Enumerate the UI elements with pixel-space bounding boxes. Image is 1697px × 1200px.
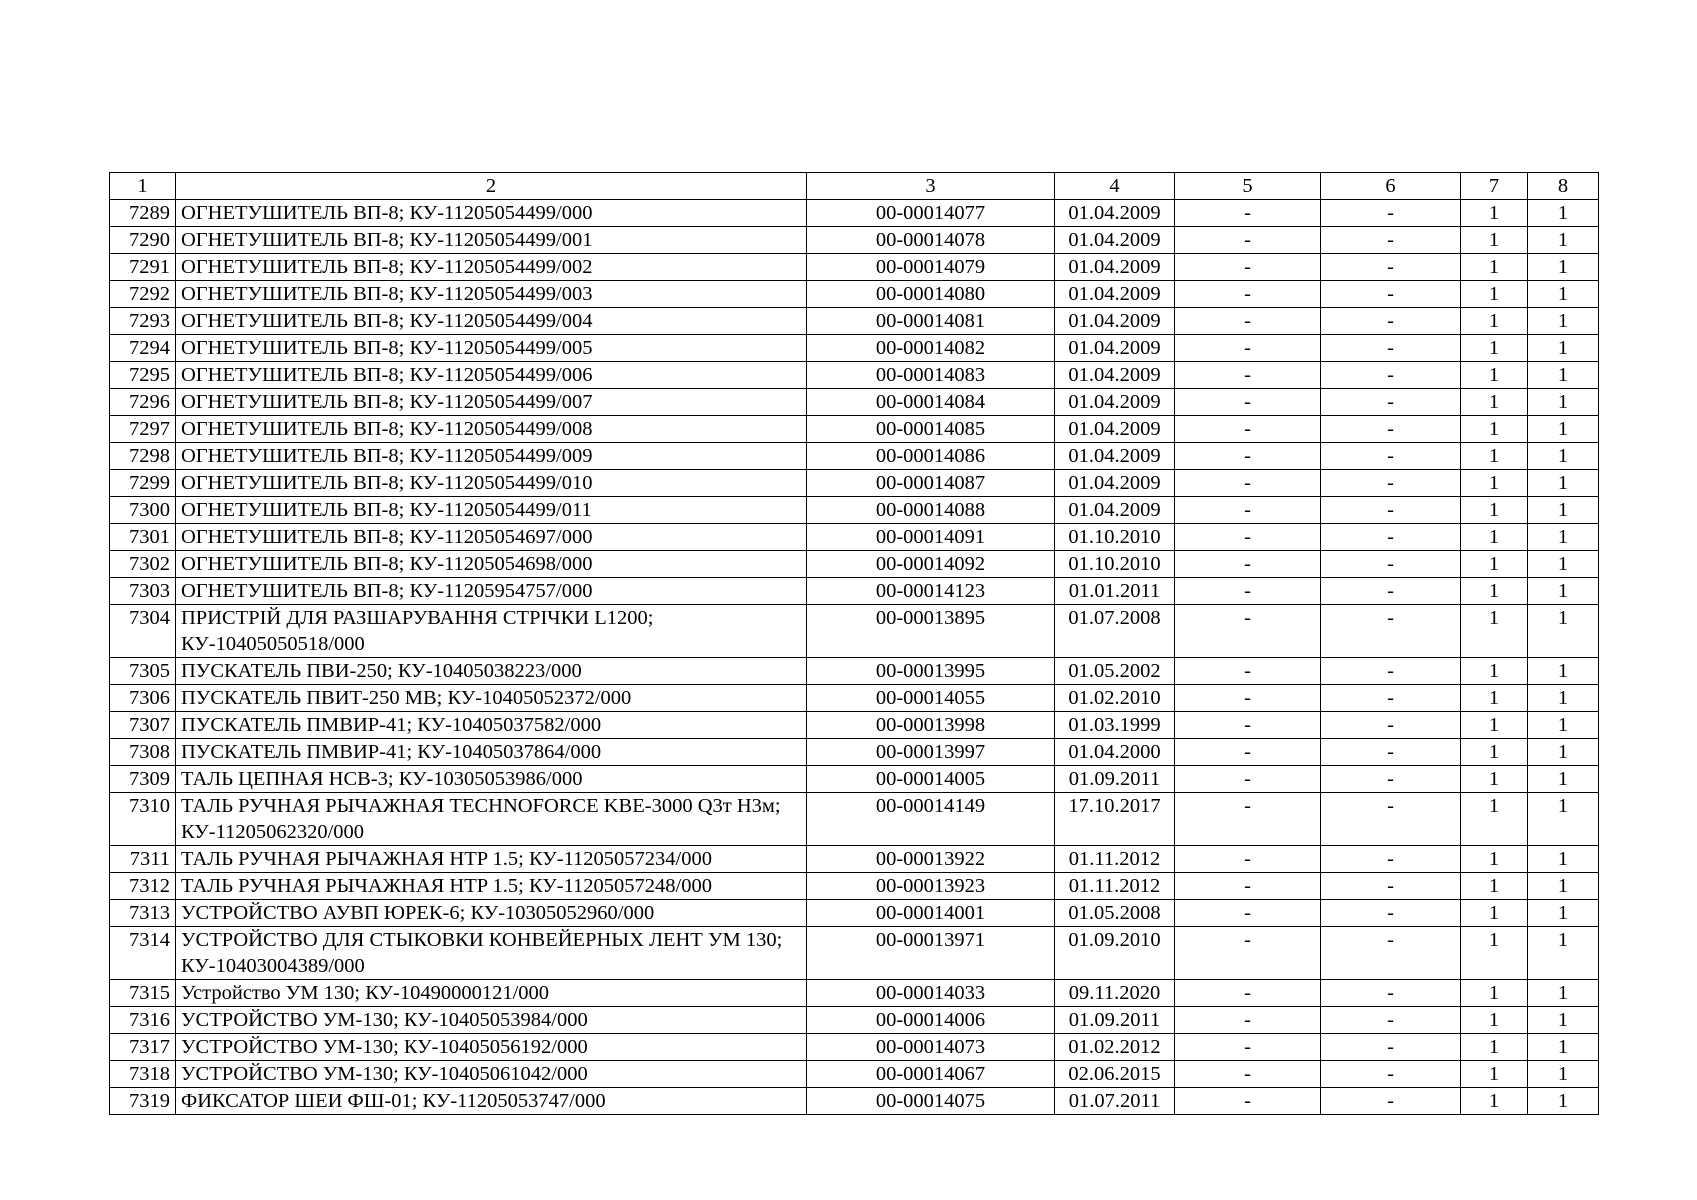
column-5-cell: - xyxy=(1175,524,1321,551)
date-cell: 01.11.2012 xyxy=(1055,846,1175,873)
date-cell: 01.09.2011 xyxy=(1055,766,1175,793)
column-7-cell: 1 xyxy=(1461,846,1528,873)
column-6-cell: - xyxy=(1321,551,1461,578)
table-row xyxy=(110,685,1599,712)
column-8-cell: 1 xyxy=(1528,227,1599,254)
column-6-cell: - xyxy=(1321,497,1461,524)
table-row xyxy=(110,389,1599,416)
column-8-cell: 1 xyxy=(1528,578,1599,605)
inventory-code-cell: 00-00014092 xyxy=(807,551,1055,578)
column-5-cell: - xyxy=(1175,254,1321,281)
column-6-cell: - xyxy=(1321,766,1461,793)
inventory-table-body xyxy=(110,173,1599,1115)
item-name-cell: ОГНЕТУШИТЕЛЬ ВП-8; КУ-11205054499/006 xyxy=(176,362,807,389)
item-name-cell: ОГНЕТУШИТЕЛЬ ВП-8; КУ-11205954757/000 xyxy=(176,578,807,605)
column-6-cell: - xyxy=(1321,1034,1461,1061)
table-row xyxy=(110,712,1599,739)
column-7-cell: 1 xyxy=(1461,900,1528,927)
row-number-cell: 7297 xyxy=(110,416,176,443)
column-5-cell: - xyxy=(1175,927,1321,980)
inventory-code-cell: 00-00014149 xyxy=(807,793,1055,846)
column-8-cell: 1 xyxy=(1528,605,1599,658)
column-6-cell: - xyxy=(1321,443,1461,470)
table-row xyxy=(110,200,1599,227)
date-cell: 09.11.2020 xyxy=(1055,980,1175,1007)
column-5-cell: - xyxy=(1175,846,1321,873)
inventory-code-cell: 00-00014006 xyxy=(807,1007,1055,1034)
column-7-cell: 1 xyxy=(1461,227,1528,254)
column-5-cell: - xyxy=(1175,578,1321,605)
row-number-cell: 7303 xyxy=(110,578,176,605)
column-7-cell: 1 xyxy=(1461,281,1528,308)
column-7-cell: 1 xyxy=(1461,739,1528,766)
column-6-cell: - xyxy=(1321,1007,1461,1034)
column-5-cell: - xyxy=(1175,281,1321,308)
column-8-cell: 1 xyxy=(1528,927,1599,980)
column-8-cell: 1 xyxy=(1528,497,1599,524)
item-name-cell: ОГНЕТУШИТЕЛЬ ВП-8; КУ-11205054499/001 xyxy=(176,227,807,254)
inventory-code-cell: 00-00013997 xyxy=(807,739,1055,766)
column-5-cell: - xyxy=(1175,712,1321,739)
inventory-code-cell: 00-00014088 xyxy=(807,497,1055,524)
column-5-cell: - xyxy=(1175,658,1321,685)
item-name-cell: ТАЛЬ РУЧНАЯ РЫЧАЖНАЯ HTP 1.5; КУ-11205057248/000 xyxy=(176,873,807,900)
item-name-cell: ПРИСТРІЙ ДЛЯ РАЗШАРУВАННЯ СТРІЧКИ L1200; КУ-10405050518/000 xyxy=(176,605,807,658)
column-8-cell: 1 xyxy=(1528,416,1599,443)
column-header-3: 3 xyxy=(807,173,1055,200)
date-cell: 01.09.2011 xyxy=(1055,1007,1175,1034)
row-number-cell: 7305 xyxy=(110,658,176,685)
row-number-cell: 7318 xyxy=(110,1061,176,1088)
table-row xyxy=(110,551,1599,578)
date-cell: 01.04.2009 xyxy=(1055,389,1175,416)
inventory-code-cell: 00-00014077 xyxy=(807,200,1055,227)
column-8-cell: 1 xyxy=(1528,362,1599,389)
column-6-cell: - xyxy=(1321,281,1461,308)
column-6-cell: - xyxy=(1321,712,1461,739)
column-8-cell: 1 xyxy=(1528,846,1599,873)
column-5-cell: - xyxy=(1175,980,1321,1007)
inventory-code-cell: 00-00014087 xyxy=(807,470,1055,497)
column-8-cell: 1 xyxy=(1528,1034,1599,1061)
column-header-7: 7 xyxy=(1461,173,1528,200)
column-8-cell: 1 xyxy=(1528,254,1599,281)
column-5-cell: - xyxy=(1175,308,1321,335)
column-7-cell: 1 xyxy=(1461,658,1528,685)
inventory-code-cell: 00-00013922 xyxy=(807,846,1055,873)
column-7-cell: 1 xyxy=(1461,712,1528,739)
column-6-cell: - xyxy=(1321,605,1461,658)
column-8-cell: 1 xyxy=(1528,766,1599,793)
table-row xyxy=(110,227,1599,254)
inventory-code-cell: 00-00013995 xyxy=(807,658,1055,685)
date-cell: 01.07.2011 xyxy=(1055,1088,1175,1115)
item-name-cell: ТАЛЬ РУЧНАЯ РЫЧАЖНАЯ TECHNOFORCE KBE-3000 Q3т H3м; КУ-11205062320/000 xyxy=(176,793,807,846)
inventory-code-cell: 00-00013895 xyxy=(807,605,1055,658)
column-6-cell: - xyxy=(1321,335,1461,362)
row-number-cell: 7317 xyxy=(110,1034,176,1061)
item-name-cell: ОГНЕТУШИТЕЛЬ ВП-8; КУ-11205054499/005 xyxy=(176,335,807,362)
column-6-cell: - xyxy=(1321,739,1461,766)
item-name-cell: ОГНЕТУШИТЕЛЬ ВП-8; КУ-11205054499/002 xyxy=(176,254,807,281)
column-5-cell: - xyxy=(1175,470,1321,497)
column-5-cell: - xyxy=(1175,551,1321,578)
item-name-cell: УСТРОЙСТВО ДЛЯ СТЫКОВКИ КОНВЕЙЕРНЫХ ЛЕНТ УМ 130; КУ-10403004389/000 xyxy=(176,927,807,980)
column-8-cell: 1 xyxy=(1528,551,1599,578)
row-number-cell: 7293 xyxy=(110,308,176,335)
column-5-cell: - xyxy=(1175,362,1321,389)
item-name-cell: ОГНЕТУШИТЕЛЬ ВП-8; КУ-11205054499/003 xyxy=(176,281,807,308)
row-number-cell: 7312 xyxy=(110,873,176,900)
column-7-cell: 1 xyxy=(1461,200,1528,227)
row-number-cell: 7319 xyxy=(110,1088,176,1115)
inventory-code-cell: 00-00014001 xyxy=(807,900,1055,927)
column-5-cell: - xyxy=(1175,605,1321,658)
row-number-cell: 7291 xyxy=(110,254,176,281)
table-row xyxy=(110,470,1599,497)
date-cell: 01.04.2009 xyxy=(1055,335,1175,362)
column-5-cell: - xyxy=(1175,200,1321,227)
table-row xyxy=(110,281,1599,308)
item-name-cell: ОГНЕТУШИТЕЛЬ ВП-8; КУ-11205054499/007 xyxy=(176,389,807,416)
row-number-cell: 7299 xyxy=(110,470,176,497)
column-6-cell: - xyxy=(1321,846,1461,873)
column-6-cell: - xyxy=(1321,927,1461,980)
inventory-code-cell: 00-00014078 xyxy=(807,227,1055,254)
column-header-2: 2 xyxy=(176,173,807,200)
inventory-code-cell: 00-00014081 xyxy=(807,308,1055,335)
table-row xyxy=(110,900,1599,927)
column-5-cell: - xyxy=(1175,1007,1321,1034)
date-cell: 01.04.2009 xyxy=(1055,227,1175,254)
date-cell: 01.02.2012 xyxy=(1055,1034,1175,1061)
table-row xyxy=(110,578,1599,605)
table-row xyxy=(110,1007,1599,1034)
inventory-code-cell: 00-00014091 xyxy=(807,524,1055,551)
column-6-cell: - xyxy=(1321,389,1461,416)
column-7-cell: 1 xyxy=(1461,980,1528,1007)
item-name-cell: ФИКСАТОР ШЕИ ФШ-01; КУ-11205053747/000 xyxy=(176,1088,807,1115)
column-7-cell: 1 xyxy=(1461,254,1528,281)
item-name-cell: ОГНЕТУШИТЕЛЬ ВП-8; КУ-11205054499/000 xyxy=(176,200,807,227)
column-7-cell: 1 xyxy=(1461,685,1528,712)
column-8-cell: 1 xyxy=(1528,281,1599,308)
item-name-cell: ТАЛЬ РУЧНАЯ РЫЧАЖНАЯ HTP 1.5; КУ-11205057234/000 xyxy=(176,846,807,873)
column-7-cell: 1 xyxy=(1461,578,1528,605)
column-7-cell: 1 xyxy=(1461,1061,1528,1088)
column-6-cell: - xyxy=(1321,578,1461,605)
column-6-cell: - xyxy=(1321,200,1461,227)
column-8-cell: 1 xyxy=(1528,335,1599,362)
column-7-cell: 1 xyxy=(1461,389,1528,416)
item-name-cell: ОГНЕТУШИТЕЛЬ ВП-8; КУ-11205054499/011 xyxy=(176,497,807,524)
column-5-cell: - xyxy=(1175,1034,1321,1061)
column-6-cell: - xyxy=(1321,980,1461,1007)
column-7-cell: 1 xyxy=(1461,443,1528,470)
column-8-cell: 1 xyxy=(1528,900,1599,927)
column-5-cell: - xyxy=(1175,766,1321,793)
table-row xyxy=(110,658,1599,685)
column-7-cell: 1 xyxy=(1461,551,1528,578)
column-8-cell: 1 xyxy=(1528,1088,1599,1115)
table-row xyxy=(110,443,1599,470)
column-5-cell: - xyxy=(1175,227,1321,254)
inventory-code-cell: 00-00014067 xyxy=(807,1061,1055,1088)
column-6-cell: - xyxy=(1321,416,1461,443)
row-number-cell: 7295 xyxy=(110,362,176,389)
column-8-cell: 1 xyxy=(1528,685,1599,712)
column-6-cell: - xyxy=(1321,308,1461,335)
item-name-cell: ОГНЕТУШИТЕЛЬ ВП-8; КУ-11205054697/000 xyxy=(176,524,807,551)
row-number-cell: 7298 xyxy=(110,443,176,470)
column-5-cell: - xyxy=(1175,416,1321,443)
column-5-cell: - xyxy=(1175,900,1321,927)
item-name-cell: ПУСКАТЕЛЬ ПВИ-250; КУ-10405038223/000 xyxy=(176,658,807,685)
row-number-cell: 7308 xyxy=(110,739,176,766)
column-5-cell: - xyxy=(1175,497,1321,524)
item-name-cell: ОГНЕТУШИТЕЛЬ ВП-8; КУ-11205054499/004 xyxy=(176,308,807,335)
column-6-cell: - xyxy=(1321,362,1461,389)
row-number-cell: 7310 xyxy=(110,793,176,846)
date-cell: 01.02.2010 xyxy=(1055,685,1175,712)
table-row xyxy=(110,846,1599,873)
column-6-cell: - xyxy=(1321,470,1461,497)
table-row xyxy=(110,497,1599,524)
date-cell: 02.06.2015 xyxy=(1055,1061,1175,1088)
table-row xyxy=(110,766,1599,793)
row-number-cell: 7306 xyxy=(110,685,176,712)
item-name-cell: УСТРОЙСТВО УМ-130; КУ-10405053984/000 xyxy=(176,1007,807,1034)
date-cell: 01.07.2008 xyxy=(1055,605,1175,658)
row-number-cell: 7304 xyxy=(110,605,176,658)
inventory-code-cell: 00-00014085 xyxy=(807,416,1055,443)
table-row xyxy=(110,1061,1599,1088)
date-cell: 01.05.2008 xyxy=(1055,900,1175,927)
item-name-cell: ОГНЕТУШИТЕЛЬ ВП-8; КУ-11205054499/009 xyxy=(176,443,807,470)
row-number-cell: 7292 xyxy=(110,281,176,308)
date-cell: 01.04.2000 xyxy=(1055,739,1175,766)
column-8-cell: 1 xyxy=(1528,739,1599,766)
date-cell: 01.04.2009 xyxy=(1055,470,1175,497)
column-8-cell: 1 xyxy=(1528,793,1599,846)
inventory-code-cell: 00-00014082 xyxy=(807,335,1055,362)
column-8-cell: 1 xyxy=(1528,389,1599,416)
column-header-5: 5 xyxy=(1175,173,1321,200)
inventory-code-cell: 00-00014073 xyxy=(807,1034,1055,1061)
column-6-cell: - xyxy=(1321,873,1461,900)
inventory-code-cell: 00-00014005 xyxy=(807,766,1055,793)
column-7-cell: 1 xyxy=(1461,1034,1528,1061)
column-7-cell: 1 xyxy=(1461,335,1528,362)
column-5-cell: - xyxy=(1175,873,1321,900)
table-row xyxy=(110,793,1599,846)
column-8-cell: 1 xyxy=(1528,470,1599,497)
inventory-code-cell: 00-00013971 xyxy=(807,927,1055,980)
column-7-cell: 1 xyxy=(1461,927,1528,980)
column-6-cell: - xyxy=(1321,685,1461,712)
date-cell: 01.10.2010 xyxy=(1055,551,1175,578)
item-name-cell: ОГНЕТУШИТЕЛЬ ВП-8; КУ-11205054698/000 xyxy=(176,551,807,578)
column-8-cell: 1 xyxy=(1528,200,1599,227)
column-8-cell: 1 xyxy=(1528,1007,1599,1034)
column-8-cell: 1 xyxy=(1528,1061,1599,1088)
column-5-cell: - xyxy=(1175,1088,1321,1115)
date-cell: 01.04.2009 xyxy=(1055,362,1175,389)
column-8-cell: 1 xyxy=(1528,658,1599,685)
item-name-cell: Устройство УМ 130; КУ-10490000121/000 xyxy=(176,980,807,1007)
item-name-cell: ПУСКАТЕЛЬ ПМВИР-41; КУ-10405037864/000 xyxy=(176,739,807,766)
table-row xyxy=(110,927,1599,980)
date-cell: 01.04.2009 xyxy=(1055,281,1175,308)
item-name-cell: УСТРОЙСТВО АУВП ЮРЕК-6; КУ-10305052960/000 xyxy=(176,900,807,927)
column-8-cell: 1 xyxy=(1528,524,1599,551)
column-7-cell: 1 xyxy=(1461,1007,1528,1034)
item-name-cell: ОГНЕТУШИТЕЛЬ ВП-8; КУ-11205054499/008 xyxy=(176,416,807,443)
item-name-cell: ОГНЕТУШИТЕЛЬ ВП-8; КУ-11205054499/010 xyxy=(176,470,807,497)
table-row xyxy=(110,605,1599,658)
item-name-cell: ТАЛЬ ЦЕПНАЯ НСВ-3; КУ-10305053986/000 xyxy=(176,766,807,793)
row-number-cell: 7289 xyxy=(110,200,176,227)
row-number-cell: 7294 xyxy=(110,335,176,362)
column-7-cell: 1 xyxy=(1461,497,1528,524)
column-7-cell: 1 xyxy=(1461,470,1528,497)
column-5-cell: - xyxy=(1175,389,1321,416)
column-8-cell: 1 xyxy=(1528,873,1599,900)
column-8-cell: 1 xyxy=(1528,980,1599,1007)
inventory-code-cell: 00-00014083 xyxy=(807,362,1055,389)
inventory-code-cell: 00-00014086 xyxy=(807,443,1055,470)
date-cell: 01.10.2010 xyxy=(1055,524,1175,551)
row-number-cell: 7314 xyxy=(110,927,176,980)
inventory-code-cell: 00-00013923 xyxy=(807,873,1055,900)
table-row xyxy=(110,873,1599,900)
date-cell: 01.11.2012 xyxy=(1055,873,1175,900)
date-cell: 01.03.1999 xyxy=(1055,712,1175,739)
date-cell: 01.04.2009 xyxy=(1055,308,1175,335)
column-6-cell: - xyxy=(1321,227,1461,254)
column-7-cell: 1 xyxy=(1461,416,1528,443)
column-6-cell: - xyxy=(1321,254,1461,281)
column-header-1: 1 xyxy=(110,173,176,200)
column-8-cell: 1 xyxy=(1528,712,1599,739)
item-name-cell: ПУСКАТЕЛЬ ПВИТ-250 МВ; КУ-10405052372/000 xyxy=(176,685,807,712)
column-8-cell: 1 xyxy=(1528,443,1599,470)
date-cell: 01.04.2009 xyxy=(1055,497,1175,524)
column-7-cell: 1 xyxy=(1461,766,1528,793)
column-7-cell: 1 xyxy=(1461,524,1528,551)
table-row xyxy=(110,362,1599,389)
inventory-code-cell: 00-00014080 xyxy=(807,281,1055,308)
column-7-cell: 1 xyxy=(1461,308,1528,335)
table-row xyxy=(110,416,1599,443)
date-cell: 17.10.2017 xyxy=(1055,793,1175,846)
column-6-cell: - xyxy=(1321,1061,1461,1088)
column-5-cell: - xyxy=(1175,1061,1321,1088)
column-5-cell: - xyxy=(1175,335,1321,362)
column-7-cell: 1 xyxy=(1461,605,1528,658)
inventory-code-cell: 00-00014123 xyxy=(807,578,1055,605)
item-name-cell: ПУСКАТЕЛЬ ПМВИР-41; КУ-10405037582/000 xyxy=(176,712,807,739)
row-number-cell: 7315 xyxy=(110,980,176,1007)
column-6-cell: - xyxy=(1321,1088,1461,1115)
column-6-cell: - xyxy=(1321,793,1461,846)
row-number-cell: 7311 xyxy=(110,846,176,873)
row-number-cell: 7302 xyxy=(110,551,176,578)
date-cell: 01.04.2009 xyxy=(1055,443,1175,470)
column-header-6: 6 xyxy=(1321,173,1461,200)
row-number-cell: 7316 xyxy=(110,1007,176,1034)
item-name-cell: УСТРОЙСТВО УМ-130; КУ-10405061042/000 xyxy=(176,1061,807,1088)
row-number-cell: 7313 xyxy=(110,900,176,927)
date-cell: 01.04.2009 xyxy=(1055,200,1175,227)
column-7-cell: 1 xyxy=(1461,1088,1528,1115)
column-5-cell: - xyxy=(1175,793,1321,846)
column-5-cell: - xyxy=(1175,443,1321,470)
row-number-cell: 7301 xyxy=(110,524,176,551)
inventory-code-cell: 00-00014079 xyxy=(807,254,1055,281)
column-6-cell: - xyxy=(1321,524,1461,551)
table-row xyxy=(110,739,1599,766)
inventory-code-cell: 00-00013998 xyxy=(807,712,1055,739)
column-5-cell: - xyxy=(1175,739,1321,766)
row-number-cell: 7307 xyxy=(110,712,176,739)
column-header-8: 8 xyxy=(1528,173,1599,200)
table-row xyxy=(110,335,1599,362)
row-number-cell: 7290 xyxy=(110,227,176,254)
row-number-cell: 7309 xyxy=(110,766,176,793)
table-row xyxy=(110,1034,1599,1061)
column-7-cell: 1 xyxy=(1461,873,1528,900)
column-7-cell: 1 xyxy=(1461,793,1528,846)
column-5-cell: - xyxy=(1175,685,1321,712)
date-cell: 01.04.2009 xyxy=(1055,416,1175,443)
item-name-cell: УСТРОЙСТВО УМ-130; КУ-10405056192/000 xyxy=(176,1034,807,1061)
table-row xyxy=(110,1088,1599,1115)
header-row xyxy=(110,173,1599,200)
date-cell: 01.05.2002 xyxy=(1055,658,1175,685)
inventory-code-cell: 00-00014055 xyxy=(807,685,1055,712)
inventory-code-cell: 00-00014084 xyxy=(807,389,1055,416)
date-cell: 01.04.2009 xyxy=(1055,254,1175,281)
inventory-code-cell: 00-00014075 xyxy=(807,1088,1055,1115)
table-row xyxy=(110,524,1599,551)
column-6-cell: - xyxy=(1321,900,1461,927)
column-8-cell: 1 xyxy=(1528,308,1599,335)
inventory-code-cell: 00-00014033 xyxy=(807,980,1055,1007)
table-row xyxy=(110,308,1599,335)
date-cell: 01.09.2010 xyxy=(1055,927,1175,980)
column-7-cell: 1 xyxy=(1461,362,1528,389)
table-row xyxy=(110,980,1599,1007)
row-number-cell: 7296 xyxy=(110,389,176,416)
date-cell: 01.01.2011 xyxy=(1055,578,1175,605)
table-row xyxy=(110,254,1599,281)
column-header-4: 4 xyxy=(1055,173,1175,200)
inventory-table xyxy=(109,172,1599,1115)
column-6-cell: - xyxy=(1321,658,1461,685)
row-number-cell: 7300 xyxy=(110,497,176,524)
